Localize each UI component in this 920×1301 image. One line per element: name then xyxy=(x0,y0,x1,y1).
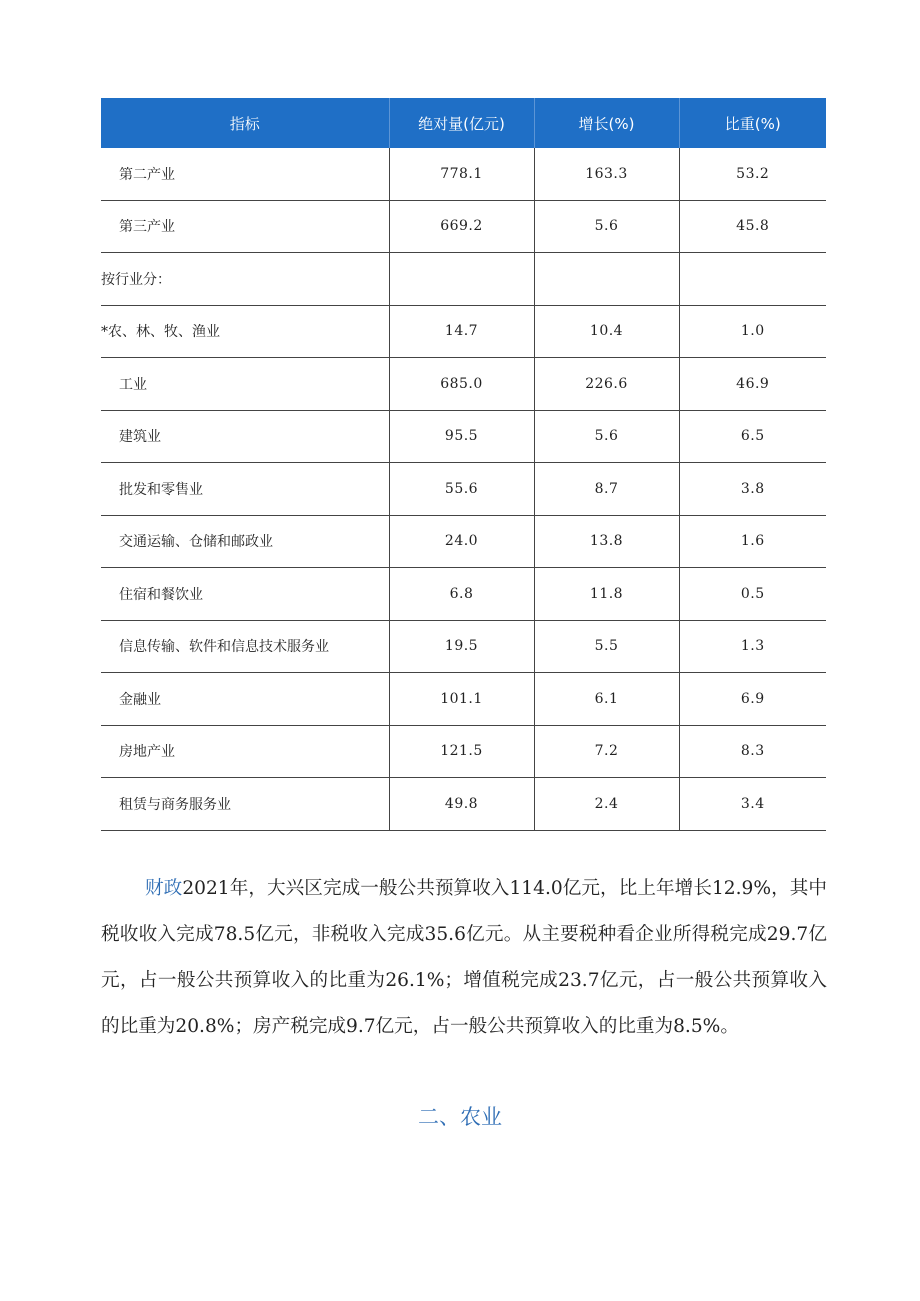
row-label: 工业 xyxy=(101,358,389,411)
header-growth: 增长(%) xyxy=(534,98,679,148)
row-label: 信息传输、软件和信息技术服务业 xyxy=(101,620,389,673)
row-growth: 11.8 xyxy=(534,568,679,621)
row-growth: 10.4 xyxy=(534,305,679,358)
row-absolute-value: 685.0 xyxy=(389,358,534,411)
table-row xyxy=(101,568,826,621)
table-row xyxy=(101,305,826,358)
row-label: 建筑业 xyxy=(101,410,389,463)
row-share: 6.9 xyxy=(679,673,826,726)
row-absolute-value: 669.2 xyxy=(389,200,534,253)
row-absolute-value: 19.5 xyxy=(389,620,534,673)
header-indicator: 指标 xyxy=(101,98,389,148)
section-heading: 二、农业 xyxy=(418,1105,502,1129)
row-growth: 5.5 xyxy=(534,620,679,673)
row-growth: 163.3 xyxy=(534,148,679,200)
row-label: 金融业 xyxy=(101,673,389,726)
row-share: 3.8 xyxy=(679,463,826,516)
row-share: 0.5 xyxy=(679,568,826,621)
row-share: 1.0 xyxy=(679,305,826,358)
row-growth xyxy=(534,253,679,306)
row-growth: 2.4 xyxy=(534,778,679,831)
row-absolute-value: 49.8 xyxy=(389,778,534,831)
row-absolute-value xyxy=(389,253,534,306)
row-share: 46.9 xyxy=(679,358,826,411)
row-growth: 5.6 xyxy=(534,200,679,253)
table-body xyxy=(101,148,826,830)
row-label: 批发和零售业 xyxy=(101,463,389,516)
table-row xyxy=(101,725,826,778)
table-row xyxy=(101,410,826,463)
table-row xyxy=(101,673,826,726)
table-row xyxy=(101,200,826,253)
row-growth: 8.7 xyxy=(534,463,679,516)
row-absolute-value: 95.5 xyxy=(389,410,534,463)
row-absolute-value: 14.7 xyxy=(389,305,534,358)
finance-paragraph xyxy=(101,866,827,1050)
row-share: 3.4 xyxy=(679,778,826,831)
row-share xyxy=(679,253,826,306)
row-label: 房地产业 xyxy=(101,725,389,778)
row-label: 按行业分： xyxy=(101,253,389,306)
row-label: 第二产业 xyxy=(101,148,389,200)
row-absolute-value: 121.5 xyxy=(389,725,534,778)
row-growth: 13.8 xyxy=(534,515,679,568)
row-label: 租赁与商务服务业 xyxy=(101,778,389,831)
table-row xyxy=(101,148,826,200)
table-row xyxy=(101,358,826,411)
row-share: 45.8 xyxy=(679,200,826,253)
statistics-table xyxy=(101,98,826,831)
row-growth: 5.6 xyxy=(534,410,679,463)
row-absolute-value: 55.6 xyxy=(389,463,534,516)
row-label: *农、林、牧、渔业 xyxy=(101,305,389,358)
finance-text: 2021年，大兴区完成一般公共预算收入114.0亿元，比上年增长12.9%，其中税收收入完成78.5亿元，非税收入完成35.6亿元。从主要税种看企业所得税完成29.7亿元，占一般公共预算收入的比重为26.1%；增值税完成23.7亿元，占一般公共预算收入的比重为20.8%；房产税完成9.7亿元，占一般公共预算收入的比重为8.5%。 xyxy=(101,878,827,1037)
row-growth: 7.2 xyxy=(534,725,679,778)
header-absolute-value: 绝对量(亿元) xyxy=(389,98,534,148)
row-absolute-value: 778.1 xyxy=(389,148,534,200)
row-growth: 226.6 xyxy=(534,358,679,411)
finance-label: 财政 xyxy=(145,878,183,899)
row-share: 1.6 xyxy=(679,515,826,568)
header-share: 比重(%) xyxy=(679,98,826,148)
row-label: 第三产业 xyxy=(101,200,389,253)
table-header-row xyxy=(101,98,826,148)
row-share: 6.5 xyxy=(679,410,826,463)
row-label: 交通运输、仓储和邮政业 xyxy=(101,515,389,568)
table-row xyxy=(101,253,826,306)
row-share: 8.3 xyxy=(679,725,826,778)
row-absolute-value: 6.8 xyxy=(389,568,534,621)
table-row xyxy=(101,463,826,516)
row-share: 1.3 xyxy=(679,620,826,673)
table-header xyxy=(101,98,826,148)
row-absolute-value: 101.1 xyxy=(389,673,534,726)
table-row xyxy=(101,515,826,568)
row-label: 住宿和餐饮业 xyxy=(101,568,389,621)
row-growth: 6.1 xyxy=(534,673,679,726)
table-row xyxy=(101,778,826,831)
row-share: 53.2 xyxy=(679,148,826,200)
row-absolute-value: 24.0 xyxy=(389,515,534,568)
table-row xyxy=(101,620,826,673)
